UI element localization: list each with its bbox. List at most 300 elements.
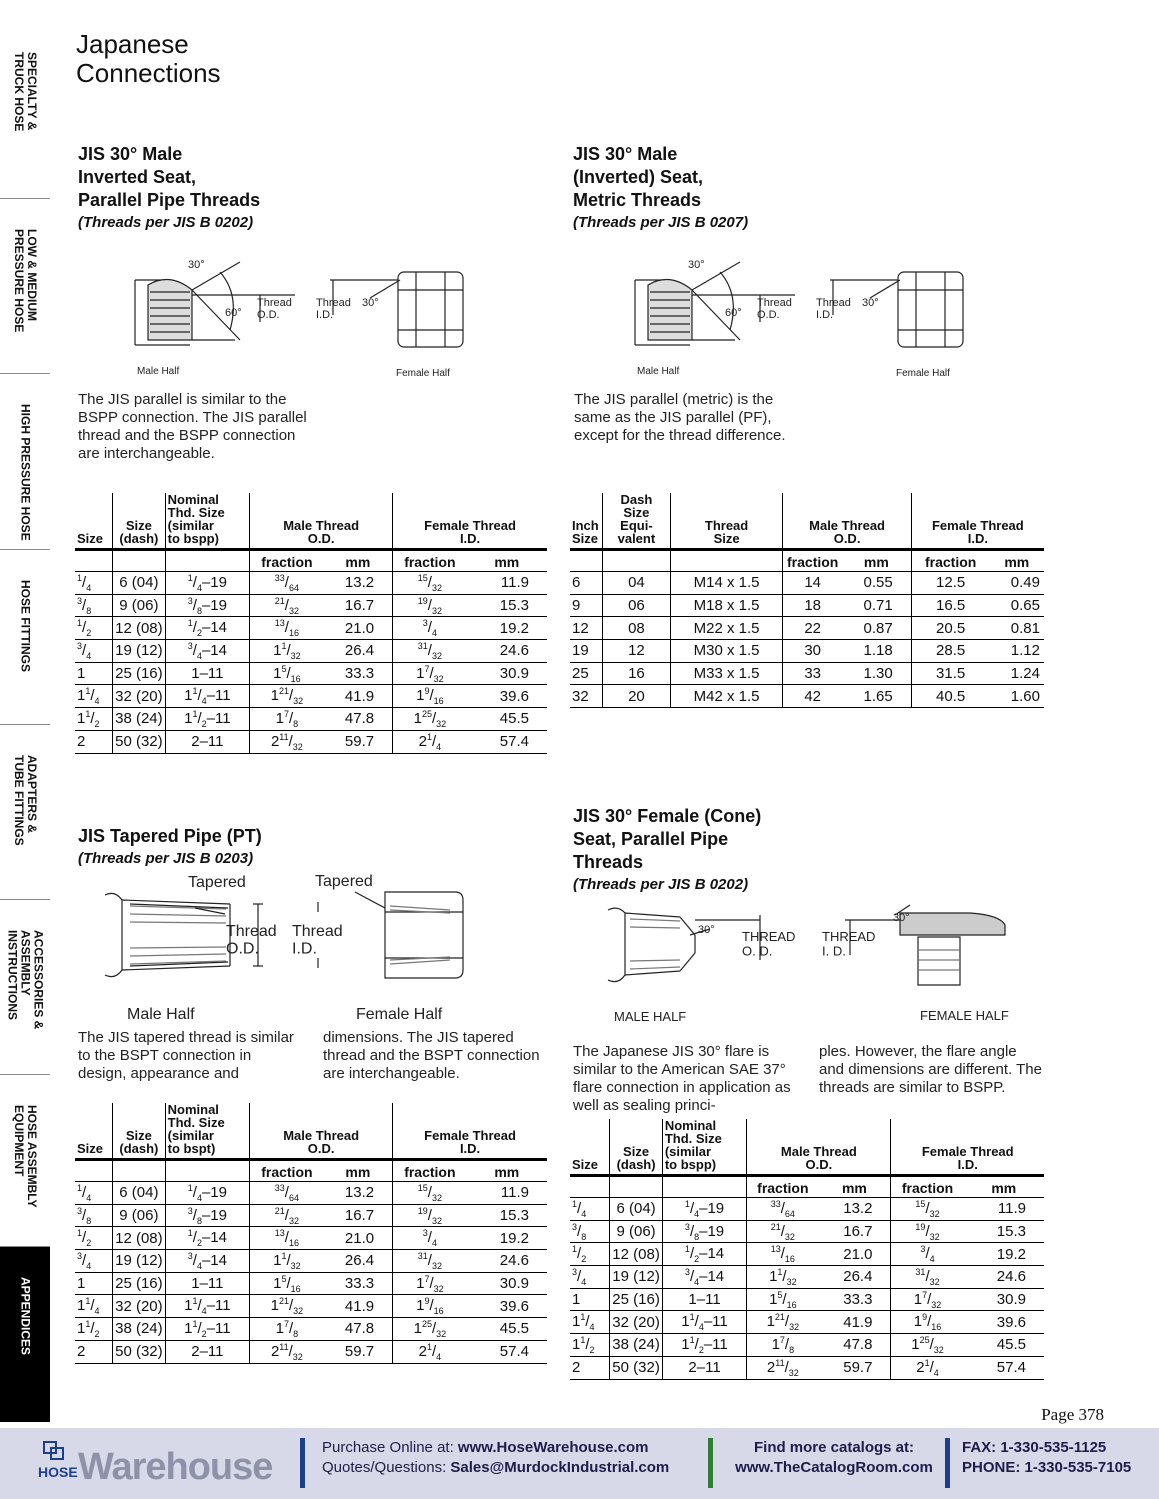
cell-male-fraction: $2^{11}/_{32}$ [250,730,324,753]
col-subheader-fraction: fraction [891,1176,964,1198]
cell-female-mm: 45.5 [467,708,547,731]
diagram-jis-male-parallel [130,250,475,385]
cell-dash: 9 (06) [610,1220,663,1243]
table-row [75,730,547,753]
cell-dash: 38 (24) [610,1334,663,1357]
thread-od-label: Thread O.D. [226,923,277,958]
col-header-female-thread: Female Thread I.D. [911,493,1044,550]
cell-nominal: $^1/_4-19$ [165,1182,249,1205]
cell-male-mm: 26.4 [324,640,393,663]
footer-divider [300,1438,305,1488]
cell-size: $^1/_2$ [75,1227,113,1250]
cell-female-fraction: $^{31}/_{32}$ [393,640,467,663]
cell-male-mm: 26.4 [818,1266,891,1289]
cell-dash: 50 (32) [113,1340,166,1363]
angle-60-label: 60° [225,307,242,319]
cell-female-fraction: $2^1/_4$ [891,1356,964,1379]
cell-female-fraction: $^{19}/_{32}$ [891,1220,964,1243]
section-title-jis-male-parallel: JIS 30° Male Inverted Seat, Parallel Pipe Threads [78,144,261,210]
cell-dash: 9 (06) [113,594,166,617]
angle-30-female-label: 30° [893,912,910,924]
cell-male-mm: 0.55 [842,572,911,595]
table-row [570,1288,1044,1311]
cell-size: $^1/_2$ [570,1243,610,1266]
cell-female-mm: 57.4 [964,1356,1044,1379]
purchase-link[interactable]: www.HoseWarehouse.com [457,1439,649,1456]
cell-female-fraction: $^{31}/_{32}$ [393,1250,467,1273]
side-tab-accessories[interactable]: ACCESSORIES & ASSEMBLY INSTRUCTIONS [0,900,50,1075]
section-description-left: The Japanese JIS 30° flare is similar to the American SAE 37° flare connection in application as well as sealing princi- [573,1043,791,1114]
cell-dash: 6 (04) [610,1198,663,1221]
cell-male-mm: 16.7 [818,1220,891,1243]
section-subtitle: (Threads per JIS B 0203) [78,850,254,867]
cell-female-fraction: $1^7/_{32}$ [891,1288,964,1311]
col-header-inch-size: Inch Size [570,493,603,550]
cell-female-mm: 1.24 [990,662,1044,685]
cell-size: $^1/_4$ [75,572,113,595]
cell-male-fraction: $^{13}/_{16}$ [250,1227,324,1250]
cell-female-mm: 1.12 [990,640,1044,663]
cell-size: 1 [75,662,113,685]
cell-nominal: 1–11 [165,1272,249,1295]
cell-dash: 25 (16) [113,662,166,685]
table-row [75,617,547,640]
footer-contact [962,1438,1131,1478]
cell-male-fraction: 14 [783,572,842,595]
table-jis-male-metric [570,493,1044,708]
cell-female-mm: 11.9 [964,1198,1044,1221]
cell-male-mm: 0.87 [842,617,911,640]
cell-female-mm: 24.6 [467,1250,547,1273]
thread-id-label: Thread I.D. [816,297,851,322]
cell-male-mm: 47.8 [324,708,393,731]
col-header-dash: Size (dash) [113,493,166,550]
side-tab-hose-fittings[interactable]: HOSE FITTINGS [0,550,50,725]
cell-male-fraction: $2^{11}/_{32}$ [747,1356,819,1379]
cell-female-fraction: 28.5 [911,640,989,663]
cell-dash: 50 (32) [610,1356,663,1379]
male-half-label: Male Half [137,366,180,377]
cell-male-mm: 21.0 [324,617,393,640]
cell-male-mm: 59.7 [324,1340,393,1363]
cell-female-fraction: 20.5 [911,617,989,640]
col-subheader-mm: mm [990,550,1044,572]
section-description-right: ples. However, the flare angle and dimensions are different. The threads are similar to BSPP. [819,1043,1042,1096]
cell-female-mm: 15.3 [467,1204,547,1227]
cell-nominal: $^1/_2-14$ [165,1227,249,1250]
logo-warehouse-text: Warehouse [78,1446,273,1488]
table-row [570,685,1044,708]
cell-inch-size: 32 [570,685,603,708]
cell-female-fraction: $^{15}/_{32}$ [393,572,467,595]
thread-od-label: Thread O.D. [257,297,292,322]
cell-male-fraction: $^{33}/_{64}$ [250,572,324,595]
table-row [75,594,547,617]
cell-male-fraction: $1^1/_{32}$ [250,640,324,663]
page-number: Page 378 [1041,1405,1104,1424]
logo-hose-text: HOSE [38,1464,78,1480]
cell-male-fraction: $1^{21}/_{32}$ [250,1295,324,1318]
cell-nominal: $^1/_4-19$ [662,1198,746,1221]
cell-size: $^1/_2$ [75,617,113,640]
table-row [570,662,1044,685]
col-header-dash: Size (dash) [113,1103,166,1160]
cell-female-mm: 39.6 [467,685,547,708]
col-header-size: Size [75,493,113,550]
cell-dash: 12 (08) [610,1243,663,1266]
angle-30-female-label: 30° [362,297,379,309]
cell-male-mm: 33.3 [324,1272,393,1295]
cell-nominal: 2–11 [165,1340,249,1363]
cell-male-mm: 1.30 [842,662,911,685]
cell-male-fraction: $^{21}/_{32}$ [250,1204,324,1227]
section-description-left: The JIS tapered thread is similar to the BSPT connection in design, appearance and [78,1029,294,1082]
cell-female-mm: 19.2 [964,1243,1044,1266]
col-header-nominal: Nominal Thd. Size (similar to bspt) [165,1103,249,1160]
cell-male-fraction: 42 [783,685,842,708]
col-subheader-fraction: fraction [911,550,989,572]
cell-size: 1 [75,1272,113,1295]
col-subheader-mm: mm [467,1160,547,1182]
cell-nominal: $^3/_8-19$ [662,1220,746,1243]
cell-female-fraction: $^{15}/_{32}$ [891,1198,964,1221]
cell-female-mm: 45.5 [467,1318,547,1341]
thread-od-label: Thread O.D. [757,297,792,322]
cell-inch-size: 12 [570,617,603,640]
col-subheader-mm: mm [467,550,547,572]
footer-divider [945,1438,950,1488]
cell-male-mm: 13.2 [818,1198,891,1221]
cell-male-fraction: $1^{21}/_{32}$ [747,1311,819,1334]
cell-dash: 38 (24) [113,1318,166,1341]
table-row [75,1204,547,1227]
table-jis-male-parallel [75,493,547,754]
section-title-jis-tapered: JIS Tapered Pipe (PT) [78,826,262,846]
col-header-female-thread: Female Thread I.D. [393,1103,547,1160]
cell-male-fraction: $^{13}/_{16}$ [250,617,324,640]
cell-male-mm: 21.0 [818,1243,891,1266]
cell-male-mm: 41.9 [818,1311,891,1334]
cell-female-mm: 11.9 [467,1182,547,1205]
cell-size: 2 [570,1356,610,1379]
cell-size: $^3/_8$ [75,594,113,617]
tapered-label-male: Tapered [188,874,246,891]
cell-size: $1^1/_2$ [75,1318,113,1341]
side-tab-low-medium[interactable]: LOW & MEDIUM PRESSURE HOSE [0,199,50,374]
col-subheader-mm: mm [818,1176,891,1198]
diagram-jis-tapered [100,870,480,1025]
cell-nominal: $1^1/_2-11$ [165,708,249,731]
cell-dash: 9 (06) [113,1204,166,1227]
cell-nominal: $^1/_2-14$ [165,617,249,640]
cell-male-fraction: $1^1/_{32}$ [250,1250,324,1273]
cell-female-fraction: 31.5 [911,662,989,685]
cell-size: 1 [570,1288,610,1311]
col-header-male-thread: Male Thread O.D. [250,1103,393,1160]
cell-nominal: 2–11 [165,730,249,753]
col-header-dash-equivalent: Dash Size Equi- valent [603,493,671,550]
table-row [75,1295,547,1318]
cell-male-fraction: $1^5/_{16}$ [250,1272,324,1295]
footer-purchase: Purchase Online at: www.HoseWarehouse.com Quotes/Questions: Sales@MurdockIndustrial.com [322,1439,670,1476]
col-header-size: Size [75,1103,113,1160]
cell-nominal: 2–11 [662,1356,746,1379]
cell-dash-equivalent: 20 [603,685,671,708]
table-row [570,594,1044,617]
female-half-label: Female Half [896,368,950,379]
cell-male-mm: 41.9 [324,1295,393,1318]
side-tab-nav [0,22,50,1422]
thread-id-label: Thread I.D. [316,297,351,322]
table-jis-tapered [75,1103,547,1364]
side-tab-specialty[interactable]: SPECIALTY & TRUCK HOSE [0,22,50,199]
section-title-jis-male-metric: JIS 30° Male (Inverted) Seat, Metric Threads [573,144,704,210]
col-subheader-fraction: fraction [250,1160,324,1182]
cell-size: $^1/_4$ [75,1182,113,1205]
quotes-email-link[interactable]: Sales@MurdockIndustrial.com [450,1459,670,1476]
table-row [75,572,547,595]
cell-female-fraction: 40.5 [911,685,989,708]
cell-dash-equivalent: 06 [603,594,671,617]
cell-male-fraction: $1^1/_{32}$ [747,1266,819,1289]
cell-female-fraction: $1^9/_{16}$ [393,685,467,708]
cell-female-fraction: $^{31}/_{32}$ [891,1266,964,1289]
cell-female-fraction: $1^9/_{16}$ [393,1295,467,1318]
table-row [75,708,547,731]
cell-nominal: $^3/_8-19$ [165,594,249,617]
cell-female-mm: 39.6 [964,1311,1044,1334]
hose-warehouse-logo[interactable] [38,1436,288,1494]
cell-female-mm: 45.5 [964,1334,1044,1357]
cell-thread-size: M22 x 1.5 [670,617,783,640]
footer-divider [708,1438,713,1488]
cell-male-mm: 16.7 [324,594,393,617]
cell-male-mm: 47.8 [818,1334,891,1357]
cell-female-mm: 15.3 [964,1220,1044,1243]
cell-dash: 50 (32) [113,730,166,753]
cell-male-mm: 47.8 [324,1318,393,1341]
cell-dash-equivalent: 12 [603,640,671,663]
cell-male-fraction: $1^{21}/_{32}$ [250,685,324,708]
cell-nominal: $^3/_4-14$ [165,640,249,663]
table-row [570,1311,1044,1334]
table-row [75,640,547,663]
col-subheader-mm: mm [964,1176,1044,1198]
table-row [570,1220,1044,1243]
cell-dash: 32 (20) [113,1295,166,1318]
male-half-label: MALE HALF [614,1009,687,1024]
col-subheader-mm: mm [842,550,911,572]
cell-size: $^3/_8$ [75,1204,113,1227]
cell-female-mm: 57.4 [467,1340,547,1363]
cell-male-fraction: 22 [783,617,842,640]
angle-30-female-label: 30° [862,297,879,309]
cell-male-fraction: $^{33}/_{64}$ [747,1198,819,1221]
cell-size: $^1/_4$ [570,1198,610,1221]
cell-male-mm: 16.7 [324,1204,393,1227]
cell-female-mm: 30.9 [467,1272,547,1295]
footer [0,1428,1159,1499]
table-row [570,640,1044,663]
cell-female-mm: 30.9 [964,1288,1044,1311]
cell-inch-size: 19 [570,640,603,663]
cell-nominal: $1^1/_4-11$ [165,685,249,708]
cell-female-mm: 15.3 [467,594,547,617]
cell-inch-size: 25 [570,662,603,685]
thread-id-label: Thread I.D. [292,923,343,958]
table-row [75,1182,547,1205]
cell-size: $^3/_4$ [570,1266,610,1289]
fax-number: FAX: 1-330-535-1125 [962,1439,1107,1456]
cell-male-mm: 21.0 [324,1227,393,1250]
col-subheader-fraction: fraction [250,550,324,572]
cell-female-fraction: $2^1/_4$ [393,730,467,753]
cell-female-fraction: $^{19}/_{32}$ [393,1204,467,1227]
cell-male-fraction: 33 [783,662,842,685]
cell-female-fraction: $1^7/_{32}$ [393,662,467,685]
cell-female-mm: 19.2 [467,617,547,640]
cell-female-fraction: $1^7/_{32}$ [393,1272,467,1295]
page-title: Japanese Connections [76,29,221,88]
cell-dash-equivalent: 08 [603,617,671,640]
col-header-male-thread: Male Thread O.D. [783,493,911,550]
cell-male-mm: 13.2 [324,572,393,595]
diagram-jis-female [600,895,1040,1030]
angle-30-label: 30° [688,259,705,271]
cell-nominal: $1^1/_2-11$ [662,1334,746,1357]
cell-male-mm: 1.18 [842,640,911,663]
catalog-room-link[interactable]: www.TheCatalogRoom.com [735,1459,933,1476]
female-half-label: FEMALE HALF [920,1008,1009,1023]
cell-nominal: $^3/_8-19$ [165,1204,249,1227]
section-description-right: dimensions. The JIS tapered thread and the BSPT connection are interchangeable. [323,1029,540,1082]
footer-catalogs: Find more catalogs at: www.TheCatalogRoom.com [735,1439,933,1476]
table-row [75,1340,547,1363]
cell-female-mm: 0.81 [990,617,1044,640]
cell-male-mm: 59.7 [818,1356,891,1379]
col-subheader-fraction: fraction [393,550,467,572]
cell-size: $^3/_4$ [75,640,113,663]
cell-female-fraction: $2^1/_4$ [393,1340,467,1363]
cell-nominal: $^3/_4-14$ [662,1266,746,1289]
table-row [570,572,1044,595]
logo-box-icon [42,1440,66,1462]
cell-nominal: $1^1/_4-11$ [165,1295,249,1318]
col-header-female-thread: Female Thread I.D. [393,493,547,550]
cell-dash: 38 (24) [113,708,166,731]
cell-size: 2 [75,1340,113,1363]
side-tab-appendices[interactable]: APPENDICES [0,1247,50,1422]
side-tab-adapters[interactable]: ADAPTERS & TUBE FITTINGS [0,725,50,900]
col-subheader-mm: mm [324,550,393,572]
side-tab-hose-assembly[interactable]: HOSE ASSEMBLY EQUIPMENT [0,1075,50,1247]
cell-size: 2 [75,730,113,753]
col-subheader-fraction: fraction [747,1176,819,1198]
cell-female-fraction: $1^{25}/_{32}$ [393,1318,467,1341]
cell-female-mm: 57.4 [467,730,547,753]
cell-female-fraction: $1^{25}/_{32}$ [393,708,467,731]
cell-female-fraction: 16.5 [911,594,989,617]
cell-size: $1^1/_2$ [75,708,113,731]
cell-dash: 32 (20) [610,1311,663,1334]
table-row [75,662,547,685]
cell-female-fraction: 12.5 [911,572,989,595]
phone-number[interactable]: PHONE: 1-330-535-7105 [962,1459,1132,1476]
cell-nominal: $1^1/_4-11$ [662,1311,746,1334]
cell-female-mm: 11.9 [467,572,547,595]
cell-female-mm: 0.49 [990,572,1044,595]
side-tab-high-pressure[interactable]: HIGH PRESSURE HOSE [0,374,50,550]
cell-male-fraction: $^{13}/_{16}$ [747,1243,819,1266]
male-half-label: Male Half [127,1006,195,1023]
cell-male-fraction: 18 [783,594,842,617]
section-subtitle: (Threads per JIS B 0202) [78,214,254,231]
table-row [75,685,547,708]
table-row [570,1266,1044,1289]
cell-dash: 19 (12) [610,1266,663,1289]
table-row [75,1227,547,1250]
cell-male-fraction: $1^7/_8$ [250,1318,324,1341]
cell-size: $^3/_8$ [570,1220,610,1243]
cell-nominal: 1–11 [662,1288,746,1311]
section-title-jis-female: JIS 30° Female (Cone) Seat, Parallel Pipe Threads [573,806,762,872]
cell-dash: 32 (20) [113,685,166,708]
cell-thread-size: M18 x 1.5 [670,594,783,617]
cell-dash: 6 (04) [113,1182,166,1205]
cell-size: $1^1/_2$ [570,1334,610,1357]
female-half-label: Female Half [396,368,450,379]
cell-female-mm: 19.2 [467,1227,547,1250]
cell-size: $1^1/_4$ [75,685,113,708]
cell-female-fraction: $^3/_4$ [393,1227,467,1250]
cell-female-fraction: $^{15}/_{32}$ [393,1182,467,1205]
cell-size: $1^1/_4$ [75,1295,113,1318]
cell-inch-size: 9 [570,594,603,617]
male-half-label: Male Half [637,366,680,377]
female-half-label: Female Half [356,1006,443,1023]
table-row [570,1198,1044,1221]
cell-female-fraction: $1^{25}/_{32}$ [891,1334,964,1357]
angle-30-label: 30° [698,924,715,936]
cell-male-fraction: $2^{11}/_{32}$ [250,1340,324,1363]
col-header-male-thread: Male Thread O.D. [747,1119,891,1176]
col-header-size: Size [570,1119,610,1176]
table-row [75,1272,547,1295]
cell-female-fraction: $^3/_4$ [891,1243,964,1266]
cell-male-fraction: $^{21}/_{32}$ [250,594,324,617]
cell-dash: 25 (16) [113,1272,166,1295]
table-row [570,1356,1044,1379]
cell-dash: 6 (04) [113,572,166,595]
table-row [570,617,1044,640]
col-subheader-fraction: fraction [393,1160,467,1182]
cell-inch-size: 6 [570,572,603,595]
angle-30-label: 30° [188,259,205,271]
cell-male-fraction: $1^7/_8$ [747,1334,819,1357]
angle-60-label: 60° [725,307,742,319]
cell-male-fraction: $^{21}/_{32}$ [747,1220,819,1243]
cell-dash: 25 (16) [610,1288,663,1311]
table-row [75,1318,547,1341]
cell-female-fraction: $1^9/_{16}$ [891,1311,964,1334]
cell-dash-equivalent: 16 [603,662,671,685]
col-subheader-mm: mm [324,1160,393,1182]
cell-nominal: $^1/_4-19$ [165,572,249,595]
table-jis-female [570,1119,1044,1380]
col-header-nominal: Nominal Thd. Size (similar to bspp) [662,1119,746,1176]
cell-male-mm: 13.2 [324,1182,393,1205]
tapered-label-female: Tapered [315,873,373,890]
